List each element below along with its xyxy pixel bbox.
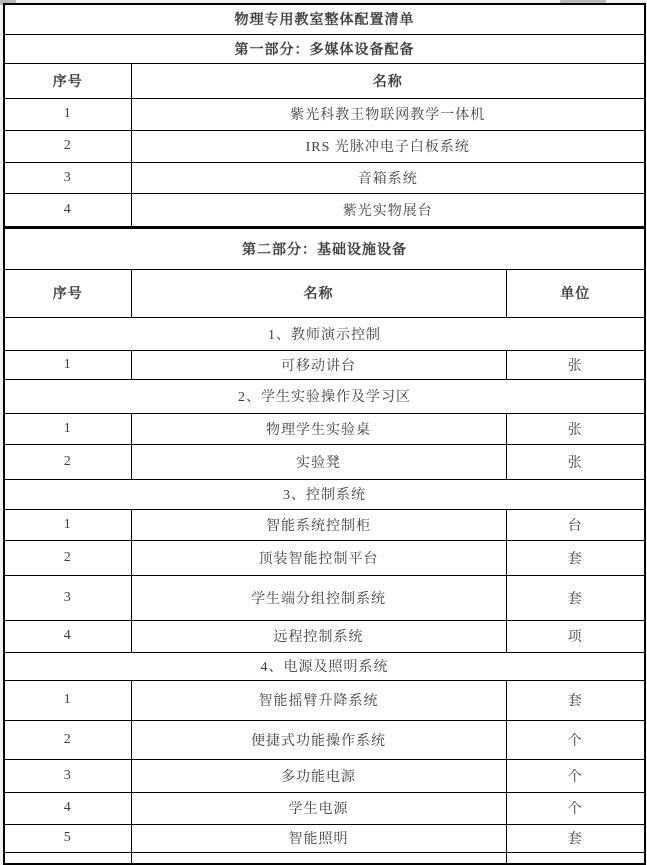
- row-name-cell: 物理学生实验桌: [131, 413, 506, 444]
- part1-title: 第一部分：多媒体设备配备: [4, 34, 645, 63]
- row-index-cell: 3: [4, 162, 131, 193]
- group-header-row: [4, 652, 645, 680]
- table-row: [4, 680, 645, 720]
- table-row: [4, 413, 645, 444]
- row-unit-cell: [506, 852, 645, 864]
- row-index-cell: 2: [4, 540, 131, 575]
- table-row: [4, 792, 645, 824]
- group-label: 1、教师演示控制: [4, 317, 645, 350]
- table-row: [4, 575, 645, 620]
- row-unit-cell: 套: [506, 680, 645, 720]
- row-name-cell: 紫光科教王物联网教学一体机: [131, 98, 645, 130]
- group-label: 3、控制系统: [4, 479, 645, 509]
- col-header-unit: 单位: [506, 269, 645, 317]
- group-header-row: [4, 379, 645, 413]
- table-row: [4, 720, 645, 759]
- equipment-config-table: [3, 3, 646, 865]
- row-index-cell: 2: [4, 130, 131, 162]
- row-unit-cell: 台: [506, 509, 645, 540]
- group-header-row: [4, 317, 645, 350]
- group-label: 4、电源及照明系统: [4, 652, 645, 680]
- part2-title: 第二部分：基础设施设备: [4, 227, 645, 269]
- row-name-cell: 多功能电源: [131, 759, 506, 792]
- row-unit-cell: 张: [506, 350, 645, 379]
- row-unit-cell: 项: [506, 620, 645, 652]
- row-index-cell: 1: [4, 509, 131, 540]
- row-index-cell: 1: [4, 98, 131, 130]
- row-index-cell: 4: [4, 193, 131, 227]
- col-header-name: 名称: [131, 63, 645, 98]
- row-index-cell: 5: [4, 824, 131, 852]
- table-row: [4, 162, 645, 193]
- row-name-cell: 智能摇臂升降系统: [131, 680, 506, 720]
- row-name-cell: 学生电源: [131, 792, 506, 824]
- row-index-cell: 3: [4, 759, 131, 792]
- group-header-row: [4, 479, 645, 509]
- table-row: [4, 350, 645, 379]
- row-unit-cell: 张: [506, 444, 645, 479]
- row-name-cell: 便捷式功能操作系统: [131, 720, 506, 759]
- page-title: 物理专用教室整体配置清单: [4, 4, 645, 34]
- row-index-cell: [4, 852, 131, 864]
- row-unit-cell: 张: [506, 413, 645, 444]
- row-unit-cell: 套: [506, 575, 645, 620]
- table-title-row: [4, 4, 645, 34]
- part2-header-row: [4, 269, 645, 317]
- part2-title-row: [4, 227, 645, 269]
- part1-title-row: [4, 34, 645, 63]
- col-header-index: 序号: [4, 63, 131, 98]
- row-index-cell: 1: [4, 350, 131, 379]
- row-index-cell: 2: [4, 720, 131, 759]
- table-row: [4, 759, 645, 792]
- row-name-cell: 音箱系统: [131, 162, 645, 193]
- row-name-cell: 智能系统控制柜: [131, 509, 506, 540]
- row-name-cell: 实验凳: [131, 444, 506, 479]
- row-unit-cell: 个: [506, 720, 645, 759]
- row-name-cell: 紫光实物展台: [131, 193, 645, 227]
- row-index-cell: 1: [4, 680, 131, 720]
- row-index-cell: 3: [4, 575, 131, 620]
- table-row-partial: [4, 852, 645, 864]
- table-row: [4, 444, 645, 479]
- row-unit-cell: 套: [506, 824, 645, 852]
- row-index-cell: 2: [4, 444, 131, 479]
- row-name-cell: 远程控制系统: [131, 620, 506, 652]
- table-row: [4, 620, 645, 652]
- part1-header-row: [4, 63, 645, 98]
- row-name-cell: 学生端分组控制系统: [131, 575, 506, 620]
- row-unit-cell: 套: [506, 540, 645, 575]
- table-row: [4, 509, 645, 540]
- col-header-index: 序号: [4, 269, 131, 317]
- table-row: [4, 130, 645, 162]
- row-name-cell: 顶装智能控制平台: [131, 540, 506, 575]
- row-index-cell: 1: [4, 413, 131, 444]
- table-row: [4, 540, 645, 575]
- row-name-cell: 智能照明: [131, 824, 506, 852]
- row-name-cell: 可移动讲台: [131, 350, 506, 379]
- col-header-name: 名称: [131, 269, 506, 317]
- table-row: [4, 98, 645, 130]
- table-row: [4, 824, 645, 852]
- row-unit-cell: 个: [506, 792, 645, 824]
- row-index-cell: 4: [4, 792, 131, 824]
- group-label: 2、学生实验操作及学习区: [4, 379, 645, 413]
- table-row: [4, 193, 645, 227]
- row-unit-cell: 个: [506, 759, 645, 792]
- row-name-cell: [131, 852, 506, 864]
- row-index-cell: 4: [4, 620, 131, 652]
- row-name-cell: IRS 光脉冲电子白板系统: [131, 130, 645, 162]
